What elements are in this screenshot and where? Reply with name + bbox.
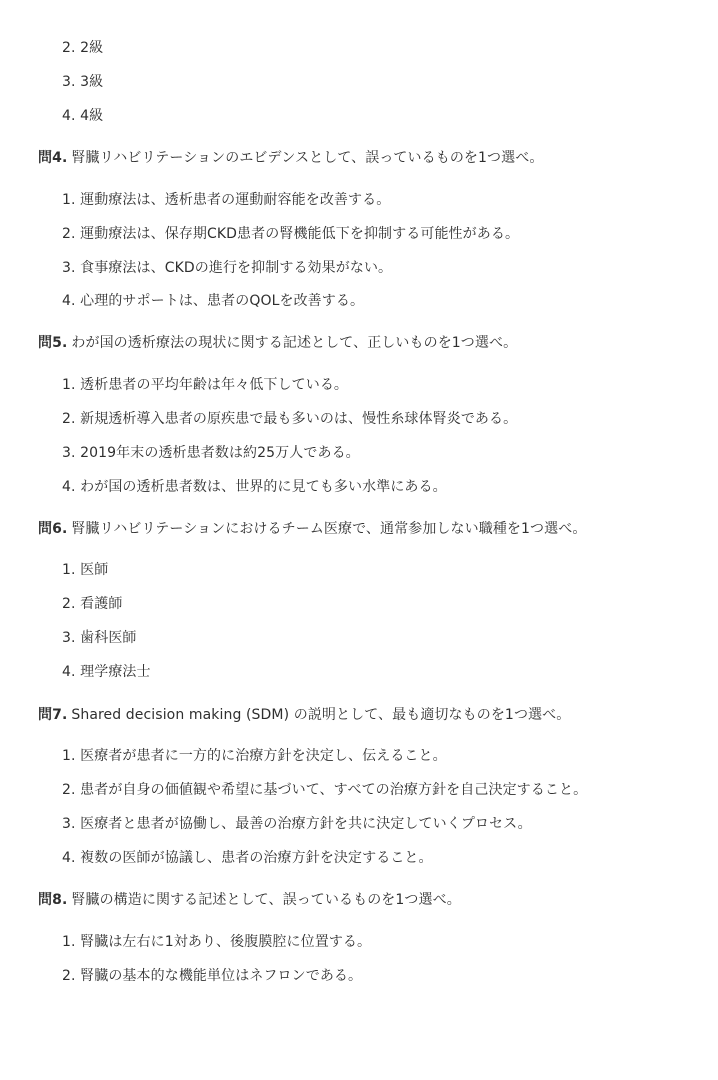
option-item: 4. 4級 [62, 108, 104, 124]
option-item: 3. 歯科医師 [62, 630, 137, 646]
option-item: 2. 2級 [62, 40, 104, 56]
question-heading: 問8. 腎臓の構造に関する記述として、誤っているものを1つ選べ。 [38, 892, 461, 908]
option-item: 4. 心理的サポートは、患者のQOLを改善する。 [62, 293, 365, 309]
question-heading: 問7. Shared decision making (SDM) の説明として、最も適切なものを1つ選べ。 [38, 707, 571, 723]
option-item: 1. 医師 [62, 562, 109, 578]
option-item: 3. 3級 [62, 74, 104, 90]
option-item: 3. 食事療法は、CKDの進行を抑制する効果がない。 [62, 260, 393, 276]
option-item: 2. 患者が自身の価値観や希望に基づいて、すべての治療方針を自己決定すること。 [62, 782, 588, 798]
option-item: 2. 新規透析導入患者の原疾患で最も多いのは、慢性糸球体腎炎である。 [62, 411, 518, 427]
option-item: 4. 複数の医師が協議し、患者の治療方針を決定すること。 [62, 850, 433, 866]
option-item: 3. 2019年末の透析患者数は約25万人である。 [62, 445, 360, 461]
option-item: 3. 医療者と患者が協働し、最善の治療方針を共に決定していくプロセス。 [62, 816, 532, 832]
option-item: 1. 運動療法は、透析患者の運動耐容能を改善する。 [62, 192, 391, 208]
option-item: 1. 腎臓は左右に1対あり、後腹膜腔に位置する。 [62, 934, 372, 950]
option-item: 2. 運動療法は、保存期CKD患者の腎機能低下を抑制する可能性がある。 [62, 226, 520, 242]
question-heading: 問5. わが国の透析療法の現状に関する記述として、正しいものを1つ選べ。 [38, 335, 518, 351]
option-item: 4. わが国の透析患者数は、世界的に見ても多い水準にある。 [62, 479, 447, 495]
option-item: 2. 腎臓の基本的な機能単位はネフロンである。 [62, 968, 363, 984]
option-item: 2. 看護師 [62, 596, 123, 612]
question-heading: 問4. 腎臓リハビリテーションのエビデンスとして、誤っているものを1つ選べ。 [38, 150, 544, 166]
option-item: 1. 透析患者の平均年齢は年々低下している。 [62, 377, 349, 393]
option-item: 1. 医療者が患者に一方的に治療方針を決定し、伝えること。 [62, 748, 447, 764]
question-heading: 問6. 腎臓リハビリテーションにおけるチーム医療で、通常参加しない職種を1つ選べ。 [38, 521, 587, 537]
option-item: 4. 理学療法士 [62, 664, 151, 680]
